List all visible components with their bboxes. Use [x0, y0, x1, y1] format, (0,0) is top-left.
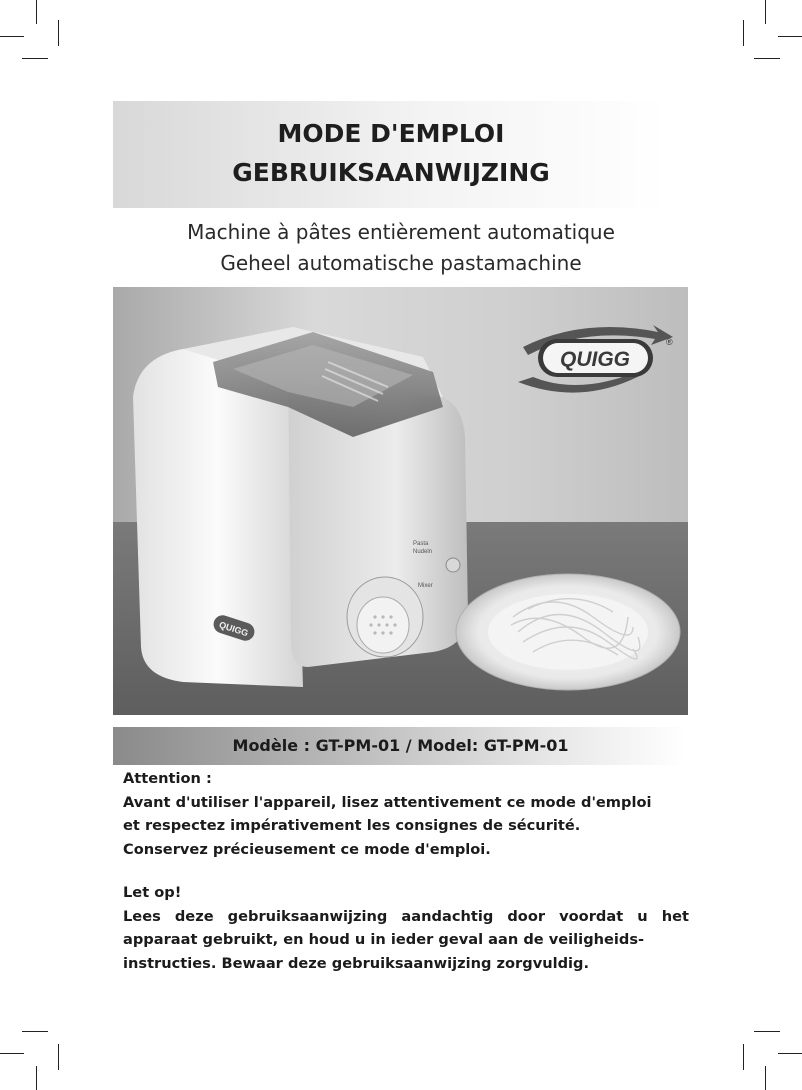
title-band: [113, 101, 669, 208]
svg-text:Mixer: Mixer: [418, 583, 433, 589]
crop-mark: [765, 0, 766, 24]
subtitle-nl: Geheel automatische pastamachine: [220, 251, 582, 275]
crop-mark: [22, 1031, 48, 1032]
attention-nl-heading: Let op!: [123, 884, 182, 901]
crop-mark: [0, 1053, 24, 1054]
attention-fr-block: [123, 767, 689, 861]
attention-nl-block: [123, 881, 689, 975]
crop-mark: [58, 20, 59, 46]
crop-mark: [58, 1044, 59, 1070]
crop-mark: [743, 20, 744, 46]
pasta-machine-illustration: [113, 287, 688, 715]
crop-mark: [754, 58, 780, 59]
crop-mark: [36, 1066, 37, 1090]
svg-text:QUIGG: QUIGG: [559, 348, 631, 371]
subtitle-fr: Machine à pâtes entièrement automatique: [187, 220, 615, 244]
svg-text:QUIGG: QUIGG: [217, 619, 250, 639]
crop-mark: [765, 1066, 766, 1090]
crop-mark: [778, 1053, 802, 1054]
title-nl: GEBRUIKSAANWIJZING: [232, 158, 550, 187]
crop-mark: [0, 36, 24, 37]
attention-fr-line: Avant d'utiliser l'appareil, lisez attentivement ce mode d'emploi: [123, 793, 652, 811]
model-number: Modèle : GT-PM-01 / Model: GT-PM-01: [232, 736, 569, 755]
crop-mark: [36, 0, 37, 24]
title-fr: MODE D'EMPLOI: [277, 119, 505, 148]
attention-fr-line: Conservez précieusement ce mode d'emploi.: [123, 840, 491, 858]
svg-text:Nudeln: Nudeln: [413, 549, 433, 555]
model-band: [113, 727, 688, 765]
svg-text:®: ®: [666, 337, 673, 347]
attention-nl-line: apparaat gebruikt, en houd u in ieder geval aan de veiligheids-: [123, 931, 645, 948]
svg-text:Pasta: Pasta: [413, 541, 429, 547]
crop-mark: [754, 1031, 780, 1032]
crop-mark: [778, 36, 802, 37]
crop-mark: [22, 58, 48, 59]
attention-nl-line: Lees deze gebruiksaanwijzing aandachtig door voordat u het: [123, 907, 689, 925]
attention-nl-line: instructies. Bewaar deze gebruiksaanwijzing zorgvuldig.: [123, 954, 590, 972]
product-photo: [113, 287, 688, 715]
attention-fr-heading: Attention :: [123, 770, 212, 787]
crop-mark: [743, 1044, 744, 1070]
selector-knob: [446, 558, 460, 572]
attention-fr-line: et respectez impérativement les consignes de sécurité.: [123, 817, 581, 834]
